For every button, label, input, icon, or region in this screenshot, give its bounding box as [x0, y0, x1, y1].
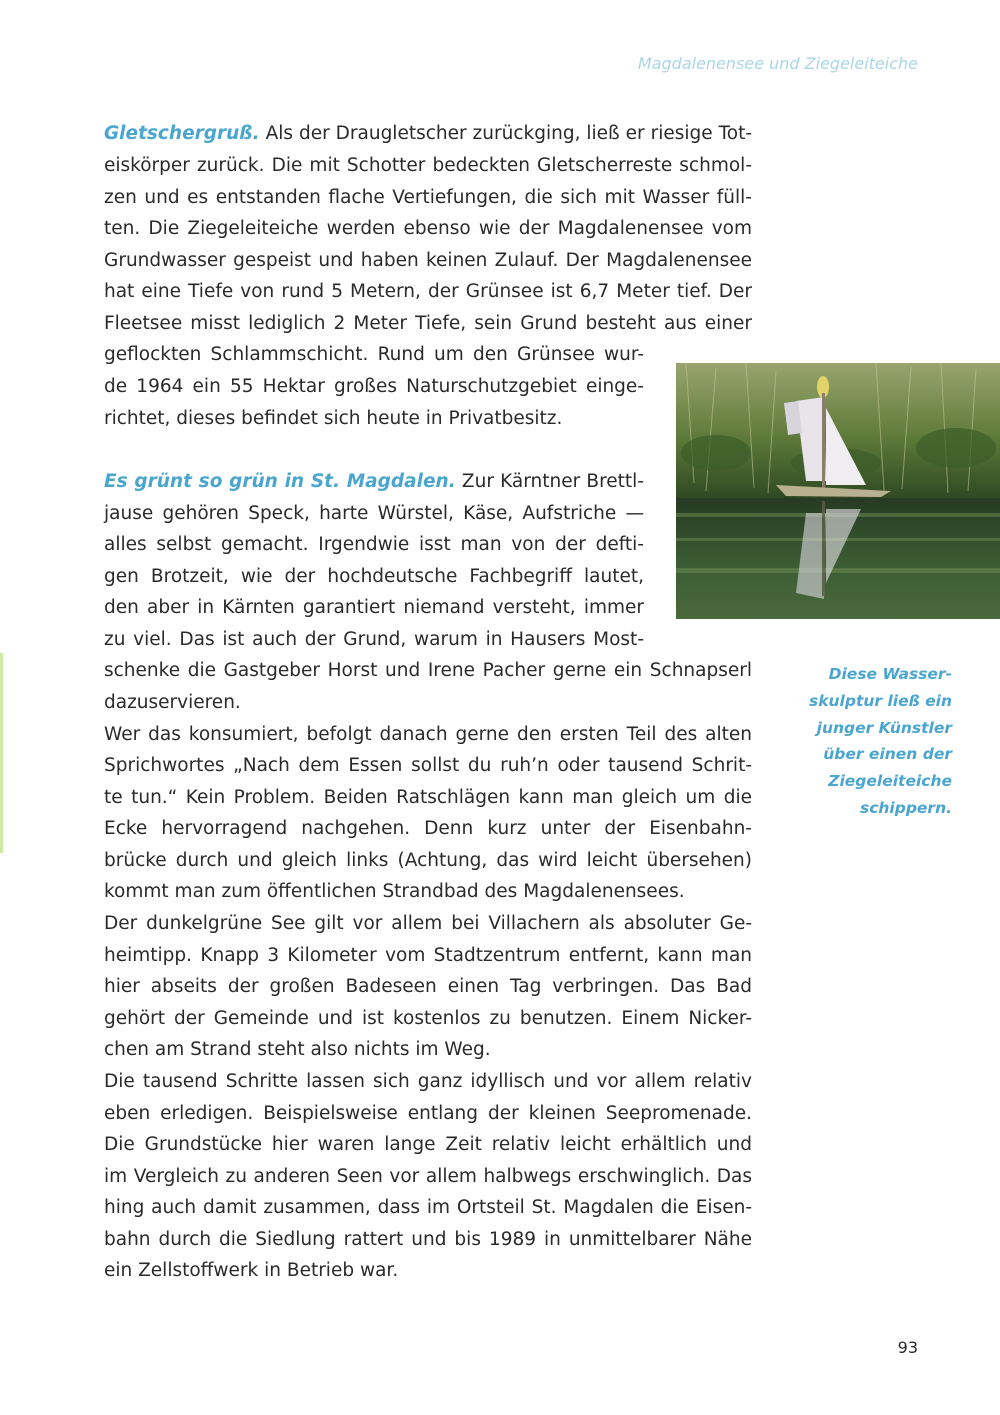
para1-line-2: eiskörper zurück. Die mit Schotter bedeckten Gletscherreste schmol- [104, 155, 752, 176]
page-edge-marker [0, 653, 3, 853]
para2-line-6: zu viel. Das ist auch der Grund, warum in Hausers Most- [104, 629, 644, 650]
para4-line-2: heimtipp. Knapp 3 Kilometer vom Stadtzentrum entfernt, kann man [104, 945, 752, 966]
page-number: 93 [897, 1338, 918, 1357]
para3-line-5: brücke durch und gleich links (Achtung, das wird leicht übersehen) [104, 850, 752, 871]
para4-line-3: hier abseits der großen Badeseen einen Tag verbringen. Das Bad [104, 976, 752, 997]
para1-text: Als der Draugletscher zurückging, ließ er riesige Tot- [265, 123, 753, 144]
para2-lead: Es grünt so grün in St. Magdalen. [104, 471, 456, 492]
para5-line-1: Die tausend Schritte lassen sich ganz idyllisch und vor allem relativ [104, 1071, 752, 1092]
caption-line: über einen der [823, 745, 952, 764]
caption-line: skulptur ließ ein [808, 691, 952, 710]
para1-line-5: Grundwasser gespeist und haben keinen Zulauf. Der Magdalenensee [104, 250, 752, 271]
para3-line-1: Wer das konsumiert, befolgt danach gerne den ersten Teil des alten [104, 724, 752, 745]
para5-line-4: im Vergleich zu anderen Seen vor allem halbwegs erschwinglich. Das [104, 1166, 752, 1187]
para2-text: Zur Kärntner Brettl- [461, 471, 644, 492]
para4-line-4: gehört der Gemeinde und ist kostenlos zu benutzen. Einem Nicker- [104, 1008, 752, 1029]
para2-line-1 [104, 466, 644, 498]
para5-line-2: eben erledigen. Beispielsweise entlang der kleinen Seepromenade. [104, 1103, 752, 1124]
para2-line-3: alles selbst gemacht. Irgendwie isst man von der defti- [104, 534, 644, 555]
para5-line-7: ein Zellstoffwerk in Betrieb war. [104, 1260, 399, 1281]
para1-line-3: zen und es entstanden flache Vertiefungen, die sich mit Wasser füll- [104, 187, 752, 208]
para5-line-5: hing auch damit zusammen, dass im Ortsteil St. Magdalen die Eisen- [104, 1197, 752, 1218]
para2-line-2: jause gehören Speck, harte Würstel, Käse, Aufstriche — [104, 503, 644, 524]
caption-line: Ziegeleiteiche [828, 772, 952, 791]
caption-line: schippern. [859, 798, 952, 817]
running-header: Magdalenensee und Ziegeleiteiche [637, 54, 918, 73]
para5-line-3: Die Grundstücke hier waren lange Zeit relativ leicht erhältlich und [104, 1134, 752, 1155]
caption-line: junger Künstler [816, 718, 952, 737]
para1-line-8: geflockten Schlammschicht. Rund um den Grünsee wur- [104, 344, 644, 365]
para2-line-4: gen Brotzeit, wie der hochdeutsche Fachbegriff lautet, [104, 566, 644, 587]
para4-line-5: chen am Strand steht also nichts im Weg. [104, 1039, 491, 1060]
para2-line-7: schenke die Gastgeber Horst und Irene Pacher gerne ein Schnapserl [104, 660, 752, 681]
para2-line-8: dazuservieren. [104, 692, 241, 713]
para3-line-3: te tun.“ Kein Problem. Beiden Ratschlägen kann man gleich um die [104, 787, 752, 808]
para1-lead: Gletschergruß. [104, 123, 260, 144]
para5-line-6: bahn durch die Siedlung rattert und bis 1989 in unmittelbarer Nähe [104, 1229, 752, 1250]
para1-line-9: de 1964 ein 55 Hektar großes Naturschutzgebiet einge- [104, 376, 644, 397]
para3-line-4: Ecke hervorragend nachgehen. Denn kurz unter der Eisenbahn- [104, 818, 752, 839]
para1-line-10: richtet, dieses befindet sich heute in Privatbesitz. [104, 408, 563, 429]
water-sculpture-photo [676, 363, 1000, 619]
para1-line-7: Fleetsee misst lediglich 2 Meter Tiefe, sein Grund besteht aus einer [104, 313, 752, 334]
para1-line-4: ten. Die Ziegeleiteiche werden ebenso wie der Magdalenensee vom [104, 218, 752, 239]
para3-line-6: kommt man zum öffentlichen Strandbad des Magdalenensees. [104, 881, 685, 902]
caption-line: Diese Wasser- [828, 665, 952, 683]
para4-line-1: Der dunkelgrüne See gilt vor allem bei Villachern als absoluter Ge- [104, 913, 752, 934]
photo-caption [780, 661, 952, 822]
para1-line-6: hat eine Tiefe von rund 5 Metern, der Grünsee ist 6,7 Meter tief. Der [104, 281, 752, 302]
para1-line-1 [104, 118, 752, 150]
para2-line-5: den aber in Kärnten garantiert niemand versteht, immer [104, 597, 644, 618]
para3-line-2: Sprichwortes „Nach dem Essen sollst du ruh’n oder tausend Schrit- [104, 755, 752, 776]
